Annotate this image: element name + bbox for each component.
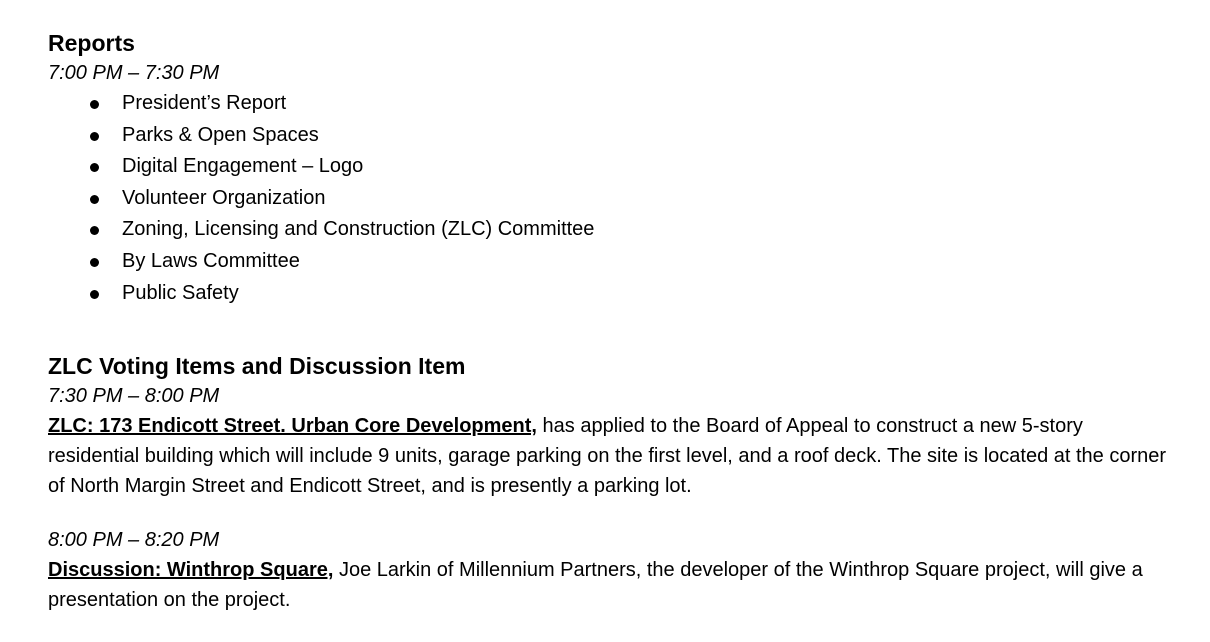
item1-body: has applied to the Board of Appeal to construct a new 5-story residential building which will include 9 units, garage parking on the first level, and a roof deck. The site is located at the corner of North Margin Street and Endicott Street, and is presently a parking lot. — [48, 415, 1167, 498]
item1-description — [48, 411, 1178, 501]
bullet-icon — [90, 132, 99, 141]
list-item — [48, 88, 1178, 120]
list-item-label: Parks & Open Spaces — [122, 123, 319, 146]
item2-body: Joe Larkin of Millennium Partners, the developer of the Winthrop Square project, will give a presentation on the project. — [48, 559, 1143, 612]
list-item — [48, 151, 1178, 183]
bullet-icon — [90, 226, 99, 235]
list-item — [48, 120, 1178, 152]
bullet-icon — [90, 163, 99, 172]
list-item — [48, 214, 1178, 246]
item1-time: 7:30 PM – 8:00 PM — [48, 385, 220, 408]
reports-section — [48, 28, 1178, 309]
list-item — [48, 183, 1178, 215]
bullet-icon — [90, 258, 99, 267]
list-item-label: Digital Engagement – Logo — [122, 155, 364, 178]
list-item-label: Public Safety — [122, 281, 239, 304]
reports-time: 7:00 PM – 7:30 PM — [48, 62, 220, 84]
bullet-icon — [90, 195, 99, 204]
section-spacer — [48, 309, 1178, 351]
item2-title: Discussion: Winthrop Square, — [48, 559, 334, 582]
list-item-label: By Laws Committee — [122, 249, 300, 272]
reports-list — [48, 88, 1178, 309]
list-item — [48, 246, 1178, 278]
list-item-label: Zoning, Licensing and Construction (ZLC) Committee — [122, 218, 595, 241]
agenda-document — [48, 28, 1178, 615]
item1-title: ZLC: 173 Endicott Street. Urban Core Development, — [48, 415, 537, 438]
zlc-heading: ZLC Voting Items and Discussion Item — [48, 353, 466, 380]
zlc-section — [48, 351, 1178, 615]
list-item-label: Volunteer Organization — [122, 186, 326, 209]
item2-description — [48, 555, 1178, 615]
bullet-icon — [90, 290, 99, 299]
list-item — [48, 278, 1178, 310]
bullet-icon — [90, 100, 99, 109]
item2-time: 8:00 PM – 8:20 PM — [48, 529, 220, 552]
reports-heading: Reports — [48, 30, 135, 56]
list-item-label: President’s Report — [122, 92, 287, 114]
item-spacer — [48, 501, 1178, 525]
